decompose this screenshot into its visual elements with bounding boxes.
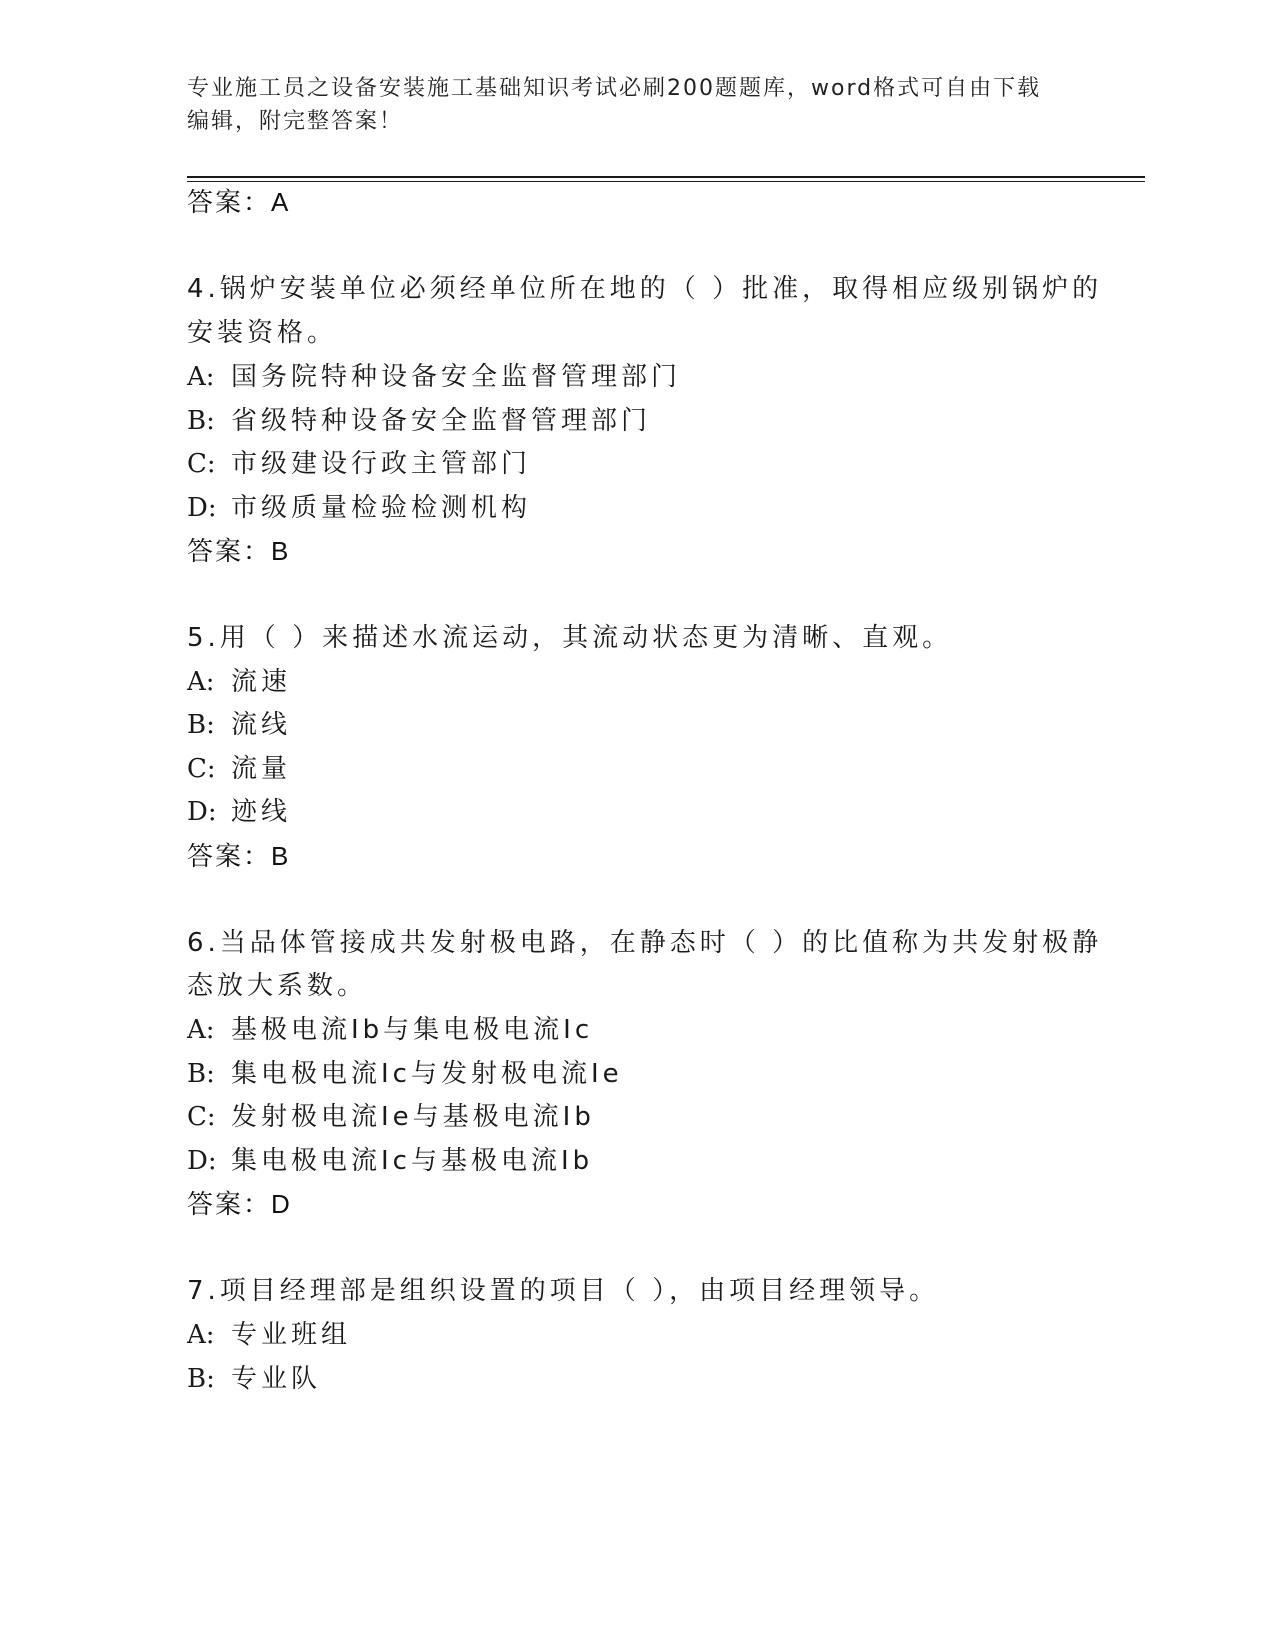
option-text: 省级特种设备安全监督管理部门 — [231, 406, 652, 436]
question-6-option-d — [187, 1143, 593, 1179]
option-letter: C: — [187, 449, 216, 479]
option-letter: A: — [187, 667, 215, 697]
question-6-option-a — [187, 1012, 593, 1048]
question-5-stem-line-1: 5.用（ ）来描述水流运动，其流动状态更为清晰、直观。 — [187, 623, 953, 653]
question-7-stem-line-1: 7.项目经理部是组织设置的项目（ ），由项目经理领导。 — [187, 1276, 940, 1306]
header-line-2: 编辑，附完整答案！ — [187, 109, 404, 134]
option-text: 发射极电流Ie与基极电流Ib — [231, 1102, 595, 1132]
option-letter: A: — [187, 1015, 215, 1045]
question-6-stem-line-1: 6.当品体管接成共发射极电路，在静态时（ ）的比值称为共发射极静 — [187, 928, 1103, 958]
question-6-stem-line-2: 态放大系数。 — [187, 971, 368, 1001]
option-text: 集电极电流Ic与基极电流Ib — [231, 1146, 594, 1176]
option-text: 流量 — [231, 754, 292, 784]
question-4-option-d — [187, 490, 531, 526]
option-letter: D: — [187, 1146, 217, 1176]
question-4-stem-line-1: 4.锅炉安装单位必须经单位所在地的（ ）批准，取得相应级别锅炉的 — [187, 274, 1103, 304]
header-divider-thin — [187, 181, 1145, 182]
option-text: 专业班组 — [231, 1320, 352, 1350]
question-5-option-b — [187, 707, 291, 743]
question-6-option-c — [187, 1099, 595, 1135]
option-letter: A: — [187, 1320, 215, 1350]
question-4-option-c — [187, 446, 531, 482]
document-header — [187, 72, 1067, 138]
question-7-option-b — [187, 1361, 321, 1397]
question-4-stem-line-2: 安装资格。 — [187, 318, 338, 348]
option-text: 流速 — [231, 667, 292, 697]
option-text: 专业队 — [231, 1364, 322, 1394]
question-5-answer: 答案：B — [187, 841, 291, 871]
option-letter: B: — [187, 1059, 215, 1089]
question-5-option-c — [187, 751, 291, 787]
question-6-answer: 答案：D — [187, 1189, 292, 1219]
option-text: 迹线 — [231, 797, 292, 827]
option-letter: B: — [187, 1364, 215, 1394]
option-letter: B: — [187, 710, 215, 740]
option-letter: A: — [187, 362, 215, 392]
question-6-option-b — [187, 1056, 623, 1092]
option-text: 市级建设行政主管部门 — [231, 449, 532, 479]
option-text: 流线 — [231, 710, 292, 740]
option-letter: C: — [187, 1102, 216, 1132]
option-text: 集电极电流Ic与发射极电流Ie — [231, 1059, 623, 1089]
answer-prev: 答案：A — [187, 187, 291, 217]
header-line-1: 专业施工员之设备安装施工基础知识考试必刷200题题库，word格式可自由下载 — [187, 76, 1042, 101]
question-4-option-b — [187, 403, 651, 439]
option-letter: B: — [187, 406, 215, 436]
question-5-option-d — [187, 794, 291, 830]
option-letter: D: — [187, 493, 217, 523]
option-text: 基极电流Ib与集电极电流Ic — [231, 1015, 594, 1045]
option-text: 市级质量检验检测机构 — [231, 493, 532, 523]
question-5-option-a — [187, 664, 291, 700]
option-text: 国务院特种设备安全监督管理部门 — [231, 362, 682, 392]
question-4-answer: 答案：B — [187, 536, 291, 566]
question-4-option-a — [187, 359, 681, 395]
option-letter: C: — [187, 754, 216, 784]
header-divider-thick — [187, 176, 1145, 178]
question-7-option-a — [187, 1317, 351, 1353]
option-letter: D: — [187, 797, 217, 827]
